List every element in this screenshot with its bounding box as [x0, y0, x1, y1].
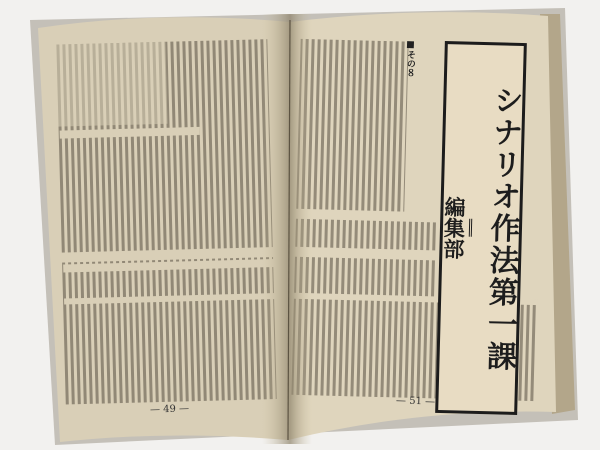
right-page-number: — 51 — — [395, 395, 436, 408]
left-page-text — [55, 39, 276, 404]
left-page-number: — 49 — — [149, 403, 190, 416]
article-title: シナリオ作法第一課 — [480, 84, 524, 373]
article-title-box — [435, 41, 527, 415]
part-label: ■その８ — [404, 39, 416, 78]
article-subtitle: 編集部 — [440, 195, 467, 260]
title-separator — [468, 219, 479, 237]
